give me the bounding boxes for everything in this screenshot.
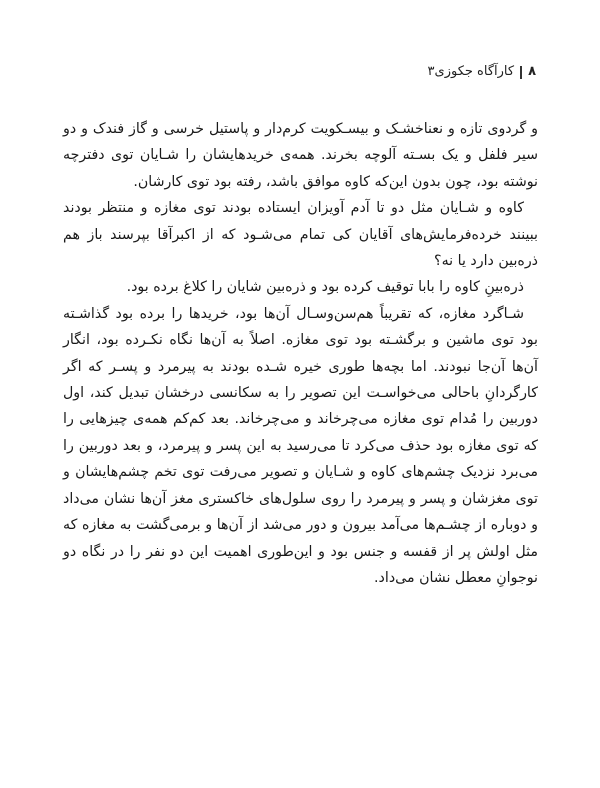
header-divider: [520, 66, 522, 79]
paragraph: و گردوی تازه و نعناخشـک و بیسـکویت کرم‌دار و پاستیل خرسی و گاز فندک و دو سیر فلفل و یک بسـته آلوچه بخرند. همه‌ی خریدهایشان را شـایان توی دفترچه نوشته بود، چون بدون این‌که کاوه موافق باشد، رفته بود توی کارشان.: [63, 121, 538, 190]
running-header: [428, 63, 536, 81]
book-title: کارآگاه جکوزی۳: [427, 64, 515, 79]
page-number: ۸: [528, 64, 536, 79]
paragraph: شـاگرد مغازه، که تقریباً هم‌سن‌وسـال آن‌ها بود، خریدها را برده بود گذاشـته بود توی ماشین و برگشـته بود توی مغازه. اصلاً به آن‌ها نگاه نکـرده بود، انگار آن‌ها آن‌جا نبودند. اما بچه‌ها طوری خیره شـده بودند به پیرمرد و پسـر که اگر کارگردانِ باحالی می‌خواسـت این تصویر را به سکانسی درخشان تبدیل کند، اول دوربین را مُدام توی مغازه می‌چرخاند و می‌چرخاند. بعد کم‌کم همه‌ی چیزهایی را که توی مغازه بود حذف می‌کرد تا می‌رسید به این پسر و پیرمرد، و بعد دوربین را می‌برد نزدیک چشم‌های کاوه و شـایان و تصویر می‌رفت توی تخم چشم‌هایشان و توی مغزشان و پسر و پیرمرد را روی سلول‌های خاکستری مغز آن‌ها نشان می‌داد و دوباره از چشـم‌ها می‌آمد بیرون و دور می‌شد از آن‌ها و برمی‌گشت به مغازه که مثل اولش پر از قفسه و جنس بود و این‌طوری اهمیت این دو نفر را در نگاه دو نوجوانِ معطل نشان می‌داد.: [63, 305, 538, 586]
paragraph: ذره‌بینِ کاوه را بابا توقیف کرده بود و ذره‌بین شایان را کلاغ برده بود.: [126, 279, 524, 296]
body-text: [63, 116, 538, 591]
paragraph: کاوه و شـایان مثل دو تا آدم آویزان ایستاده بودند توی مغازه و منتظر بودند ببینند خرده‌فرمایش‌های آقایان کی تمام می‌شـود که از اکبرآقا بپرسند باز هم ذره‌بین دارد یا نه؟: [63, 200, 538, 270]
